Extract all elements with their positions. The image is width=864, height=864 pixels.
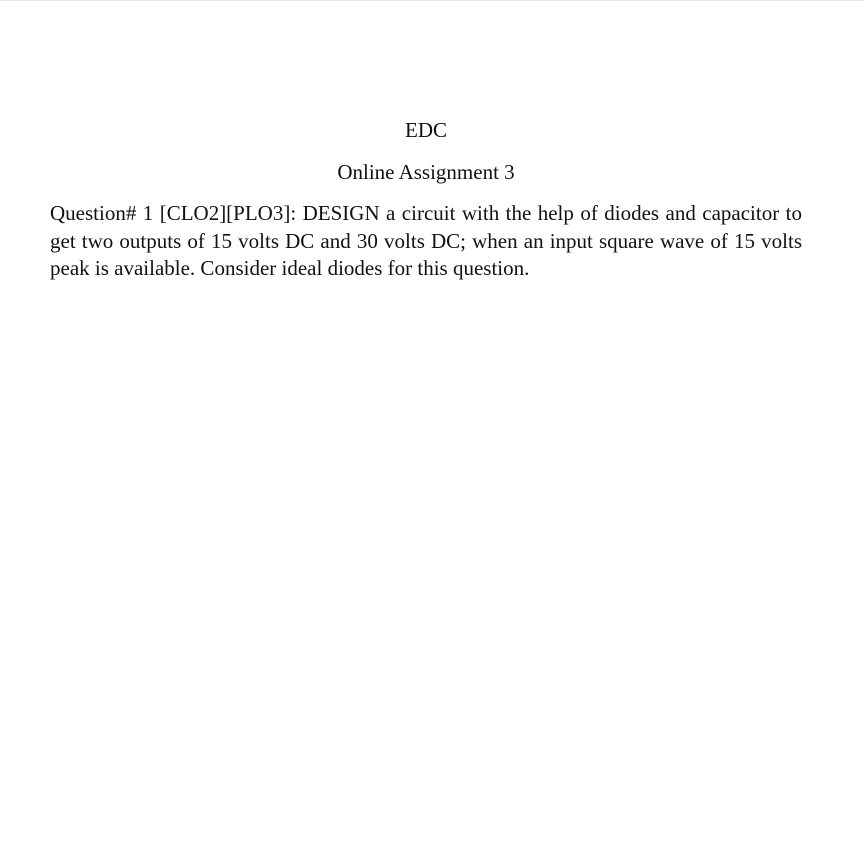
question-text: Question# 1 [CLO2][PLO3]: DESIGN a circuit with the help of diodes and capacitor to get two outputs of 15 volts DC and 30 volts DC; when an input square wave of 15 volts peak is available. Consider ideal diodes for this question. xyxy=(50,201,802,280)
document-subtitle: Online Assignment 3 xyxy=(337,160,515,184)
document-title: EDC xyxy=(405,118,447,142)
